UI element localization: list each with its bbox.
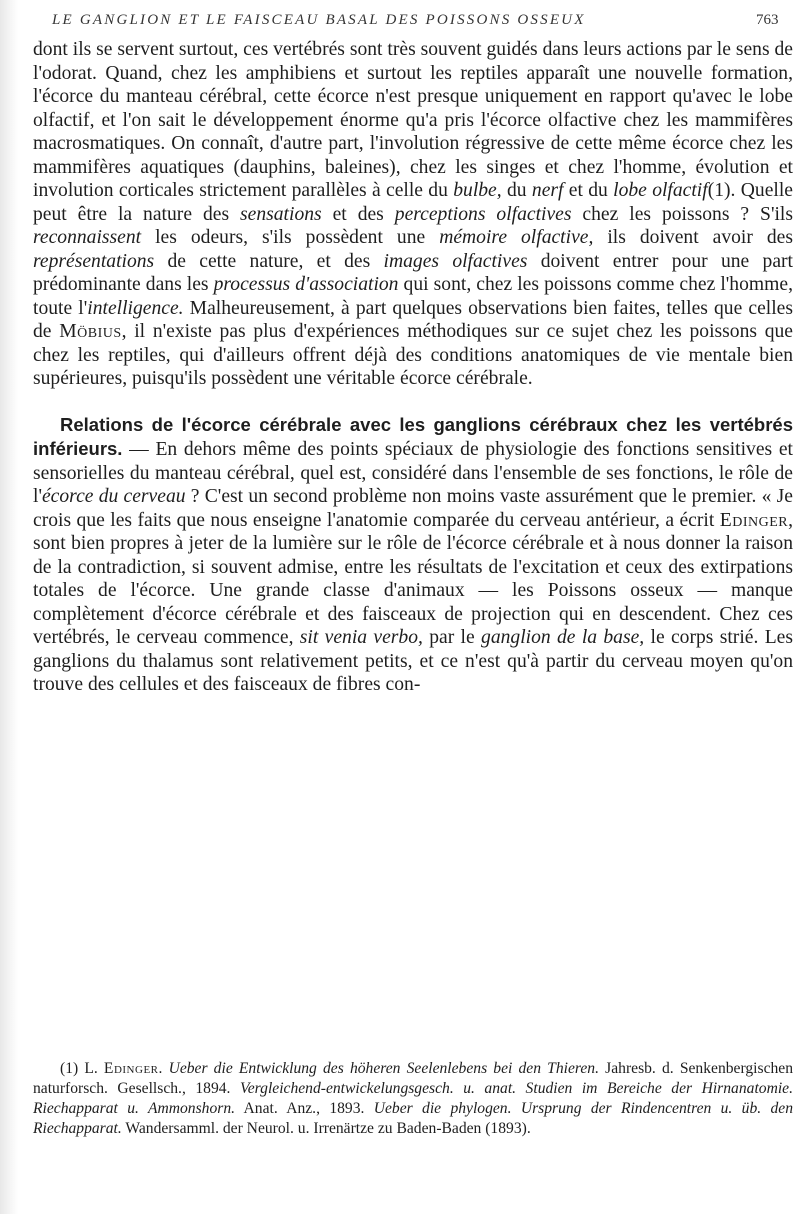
- footnote-1: (1) L. Edinger. Ueber die Entwicklung des höheren Seelenlebens bei den Thieren. Jahresb. d. Senkenbergischen naturforsch. Gesellsch., 1894. Vergleichend-entwickelungsgesch. u. anat. Studien im Bereiche der Hirnanatomie. Riechapparat u. Ammonshorn. Anat. Anz., 1893. Ueber die phylogen. Ursprung der Rindencentren u. üb. den Riechapparat. Wandersamml. der Neurol. u. Irrenärtze zu Baden-Baden (1893).: [33, 1060, 794, 1137]
- binding-shadow: [0, 0, 18, 1214]
- paragraph-relations: Relations de l'écorce cérébrale avec les ganglions cérébraux chez les vertébrés inférieurs. — En dehors même des points spéciaux de physiologie des fonctions sensitives et sensorielles du manteau cérébral, quel est, considéré dans l'ensemble de ses fonctions, le rôle de l'écorce du cerveau ? C'est un second problème non moins vaste assurément que le premier. « Je crois que les faits que nous enseigne l'anatomie comparée du cerveau antérieur, a écrit Edinger, sont bien propres à jeter de la lumière sur le rôle de l'écorce cérébrale et à nous donner la raison de la contradiction, si souvent admise, entre les résultats de l'excitation et ceux des extirpations totales de l'écorce. Une grande classe d'animaux — les Poissons osseux — manque complètement d'écorce cérébrale et des faisceaux de projection qui en descendent. Chez ces vertébrés, le cerveau commence, sit venia verbo, par le ganglion de la base, le corps strié. Les ganglions du thalamus sont relativement petits, et ce n'est qu'à partir du cerveau moyen qu'on trouve des cellules et des faisceaux de fibres con-: [33, 413, 793, 695]
- section-heading: Relations de l'écorce cérébrale avec les ganglions cérébraux chez les vertébrés inférieurs.: [33, 413, 793, 459]
- running-title: LE GANGLION ET LE FAISCEAU BASAL DES POISSONS OSSEUX: [52, 12, 586, 28]
- running-head: [0, 10, 800, 34]
- main-text: [33, 38, 793, 697]
- page-number: 763: [756, 12, 779, 28]
- paragraph-continued: dont ils se servent surtout, ces vertébrés sont très souvent guidés dans leurs actions par le sens de l'odorat. Quand, chez les amphibiens et surtout les reptiles apparaît une nouvelle formation, l'écorce du manteau cérébral, cette écorce n'est presque uniquement en rapport qu'avec le lobe olfactif, et l'on sait le développement énorme qu'a pris l'écorce olfactive chez les mammifères macrosmatiques. On connaît, d'autre part, l'involution régressive de cette même écorce chez les mammifères aquatiques (dauphins, baleines), chez les singes et chez l'homme, évolution et involution corticales strictement parallèles à celle du bulbe, du nerf et du lobe olfactif(1). Quelle peut être la nature des sensations et des perceptions olfactives chez les poissons ? S'ils reconnaissent les odeurs, s'ils possèdent une mémoire olfactive, ils doivent avoir des représentations de cette nature, et des images olfactives doivent entrer pour une part prédominante dans les processus d'association qui sont, chez les poissons comme chez l'homme, toute l'intelligence. Malheureusement, à part quelques observations bien faites, telles que celles de Möbius, il n'existe pas plus d'expériences méthodiques sur ce sujet chez les poissons que chez les reptiles, qui d'ailleurs offrent déjà des conditions anatomiques de vie mentale bien supérieures, puisqu'ils possèdent une véritable écorce cérébrale.: [33, 39, 793, 389]
- footnote: [33, 1059, 793, 1139]
